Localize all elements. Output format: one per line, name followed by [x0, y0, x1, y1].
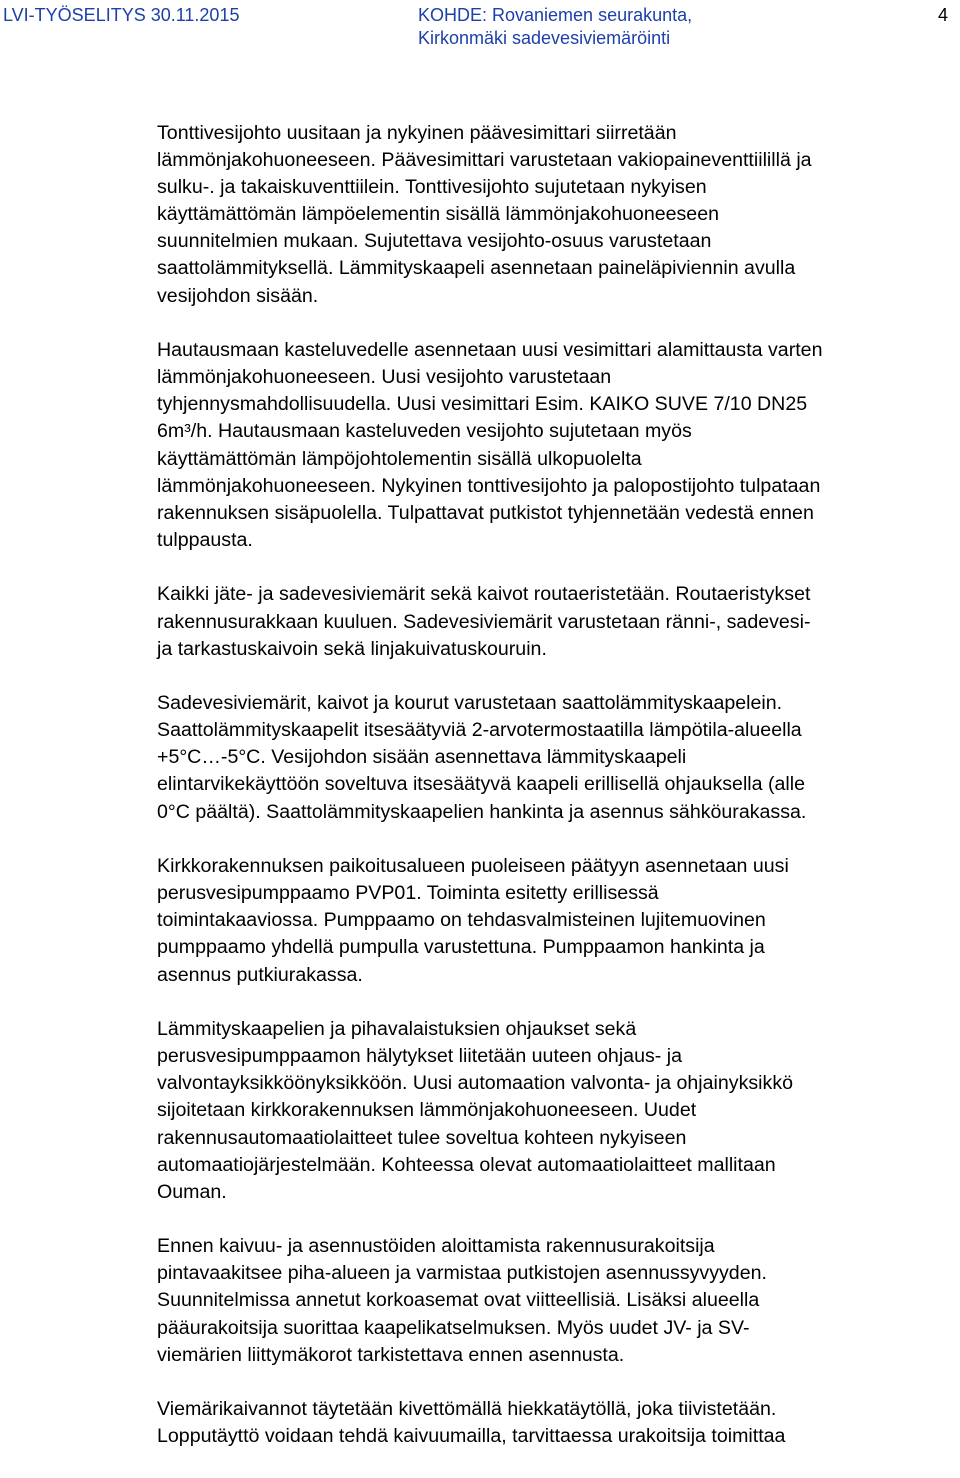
paragraph	[157, 581, 957, 662]
text-line: Saattolämmityskaapelit itsesäätyviä 2-arvotermostaatilla lämpötila-alueella	[157, 719, 802, 742]
paragraph	[157, 120, 957, 310]
text-line: käyttämättömän lämpöelementin sisällä lämmönjakohuoneeseen	[157, 203, 719, 226]
text-line: 6m³/h. Hautausmaan kasteluveden vesijohto sujutetaan myös	[157, 420, 692, 443]
text-line: tulppausta.	[157, 528, 253, 551]
text-line: valvontayksikköönyksikköön. Uusi automaation valvonta- ja ohjainyksikkö	[157, 1072, 794, 1095]
page-number: 4	[938, 5, 949, 25]
text-line: Tonttivesijohto uusitaan ja nykyinen päävesimittari siirretään	[157, 122, 677, 144]
body-text	[157, 120, 957, 1478]
text-line: sijoitetaan kirkkorakennuksen lämmönjakohuoneeseen. Uudet	[157, 1099, 697, 1122]
text-line: lämmönjakohuoneeseen. Nykyinen tonttivesijohto ja palopostijohto tulpataan	[157, 474, 821, 497]
text-line: 0°C päältä). Saattolämmityskaapelien hankinta ja asennus sähköurakassa.	[157, 800, 807, 823]
text-line: elintarvikekäyttöön soveltuva itsesäätyvä kaapeli erillisellä ohjauksella (alle	[157, 773, 806, 796]
paragraph	[157, 337, 957, 554]
text-line: viemärien liittymäkorot tarkistettava ennen asennusta.	[157, 1343, 625, 1366]
text-line: lämmönjakohuoneeseen. Uusi vesijohto varustetaan	[157, 366, 612, 389]
text-line: +5°C…-5°C. Vesijohdon sisään asennettava lämmityskaapeli	[157, 746, 687, 769]
text-line: lämmönjakohuoneeseen. Päävesimittari varustetaan vakiopaineventtiilillä ja	[157, 149, 812, 172]
text-line: Kirkkorakennuksen paikoitusalueen puoleiseen päätyyn asennetaan uusi	[157, 855, 789, 878]
text-line: asennus putkiurakassa.	[157, 963, 363, 986]
project-target	[418, 4, 692, 50]
text-line: Viemärikaivannot täytetään kivettömällä hiekkatäytöllä, joka tiivistetään.	[157, 1398, 777, 1421]
text-line: perusvesipumppaamo PVP01. Toiminta esitetty erillisessä	[157, 882, 659, 905]
text-line: Kaikki jäte- ja sadevesiviemärit sekä kaivot routaeristetään. Routaeristykset	[157, 583, 811, 606]
text-line: vesijohdon sisään.	[157, 284, 319, 307]
text-line: ja tarkastuskaivoin sekä linjakuivatuskouruin.	[157, 637, 547, 660]
paragraph	[157, 1233, 957, 1368]
paragraph	[157, 853, 957, 988]
text-line: Ennen kaivuu- ja asennustöiden aloittamista rakennusurakoitsija	[157, 1235, 715, 1258]
text-line: Hautausmaan kasteluvedelle asennetaan uusi vesimittari alamittausta varten	[157, 339, 823, 362]
paragraph	[157, 1016, 957, 1206]
project-target-line-1: KOHDE: Rovaniemen seurakunta,	[418, 5, 693, 25]
text-line: tyhjennysmahdollisuudella. Uusi vesimittari Esim. KAIKO SUVE 7/10 DN25	[157, 393, 808, 416]
text-line: käyttämättömän lämpöjohtolementin sisällä ulkopuolelta	[157, 447, 642, 470]
document-id: LVI-TYÖSELITYS 30.11.2015	[3, 5, 240, 25]
text-line: rakennusautomaatiolaitteet tulee soveltua kohteen nykyiseen	[157, 1126, 687, 1149]
text-line: sulku-. ja takaiskuventtiilein. Tonttivesijohto sujutetaan nykyisen	[157, 176, 707, 199]
paragraph	[157, 690, 957, 825]
text-line: rakennuksen sisäpuolella. Tulpattavat putkistot tyhjennetään vedestä ennen	[157, 501, 814, 524]
text-line: Suunnitelmissa annetut korkoasemat ovat viitteellisiä. Lisäksi alueella	[157, 1289, 760, 1312]
text-line: Lämmityskaapelien ja pihavalaistuksien ohjaukset sekä	[157, 1018, 637, 1041]
text-line: Sadevesiviemärit, kaivot ja kourut varustetaan saattolämmityskaapelein.	[157, 692, 783, 715]
text-line: Lopputäyttö voidaan tehdä kaivuumailla, tarvittaessa urakoitsija toimittaa	[157, 1425, 786, 1448]
project-target-line-2: Kirkonmäki sadevesiviemäröinti	[418, 28, 671, 48]
text-line: pintavaakitsee piha-alueen ja varmistaa putkistojen asennussyvyyden.	[157, 1262, 767, 1285]
text-line: pääurakoitsija suorittaa kaapelikatselmuksen. Myös uudet JV- ja SV-	[157, 1316, 750, 1339]
page-header	[0, 4, 960, 50]
text-line: suunnitelmien mukaan. Sujutettava vesijohto-osuus varustetaan	[157, 230, 712, 253]
text-line: perusvesipumppaamon hälytykset liitetään uuteen ohjaus- ja	[157, 1045, 682, 1068]
text-line: rakennusurakkaan kuuluen. Sadevesiviemärit varustetaan ränni-, sadevesi-	[157, 610, 811, 633]
text-line: Ouman.	[157, 1180, 227, 1203]
paragraph	[157, 1396, 957, 1450]
text-line: pumppaamo yhdellä pumpulla varustettuna. Pumppaamon hankinta ja	[157, 936, 765, 959]
text-line: automaatiojärjestelmään. Kohteessa olevat automaatiolaitteet mallitaan	[157, 1153, 776, 1176]
text-line: saattolämmityksellä. Lämmityskaapeli asennetaan paineläpiviennin avulla	[157, 257, 796, 280]
text-line: toimintakaaviossa. Pumppaamo on tehdasvalmisteinen lujitemuovinen	[157, 909, 766, 932]
